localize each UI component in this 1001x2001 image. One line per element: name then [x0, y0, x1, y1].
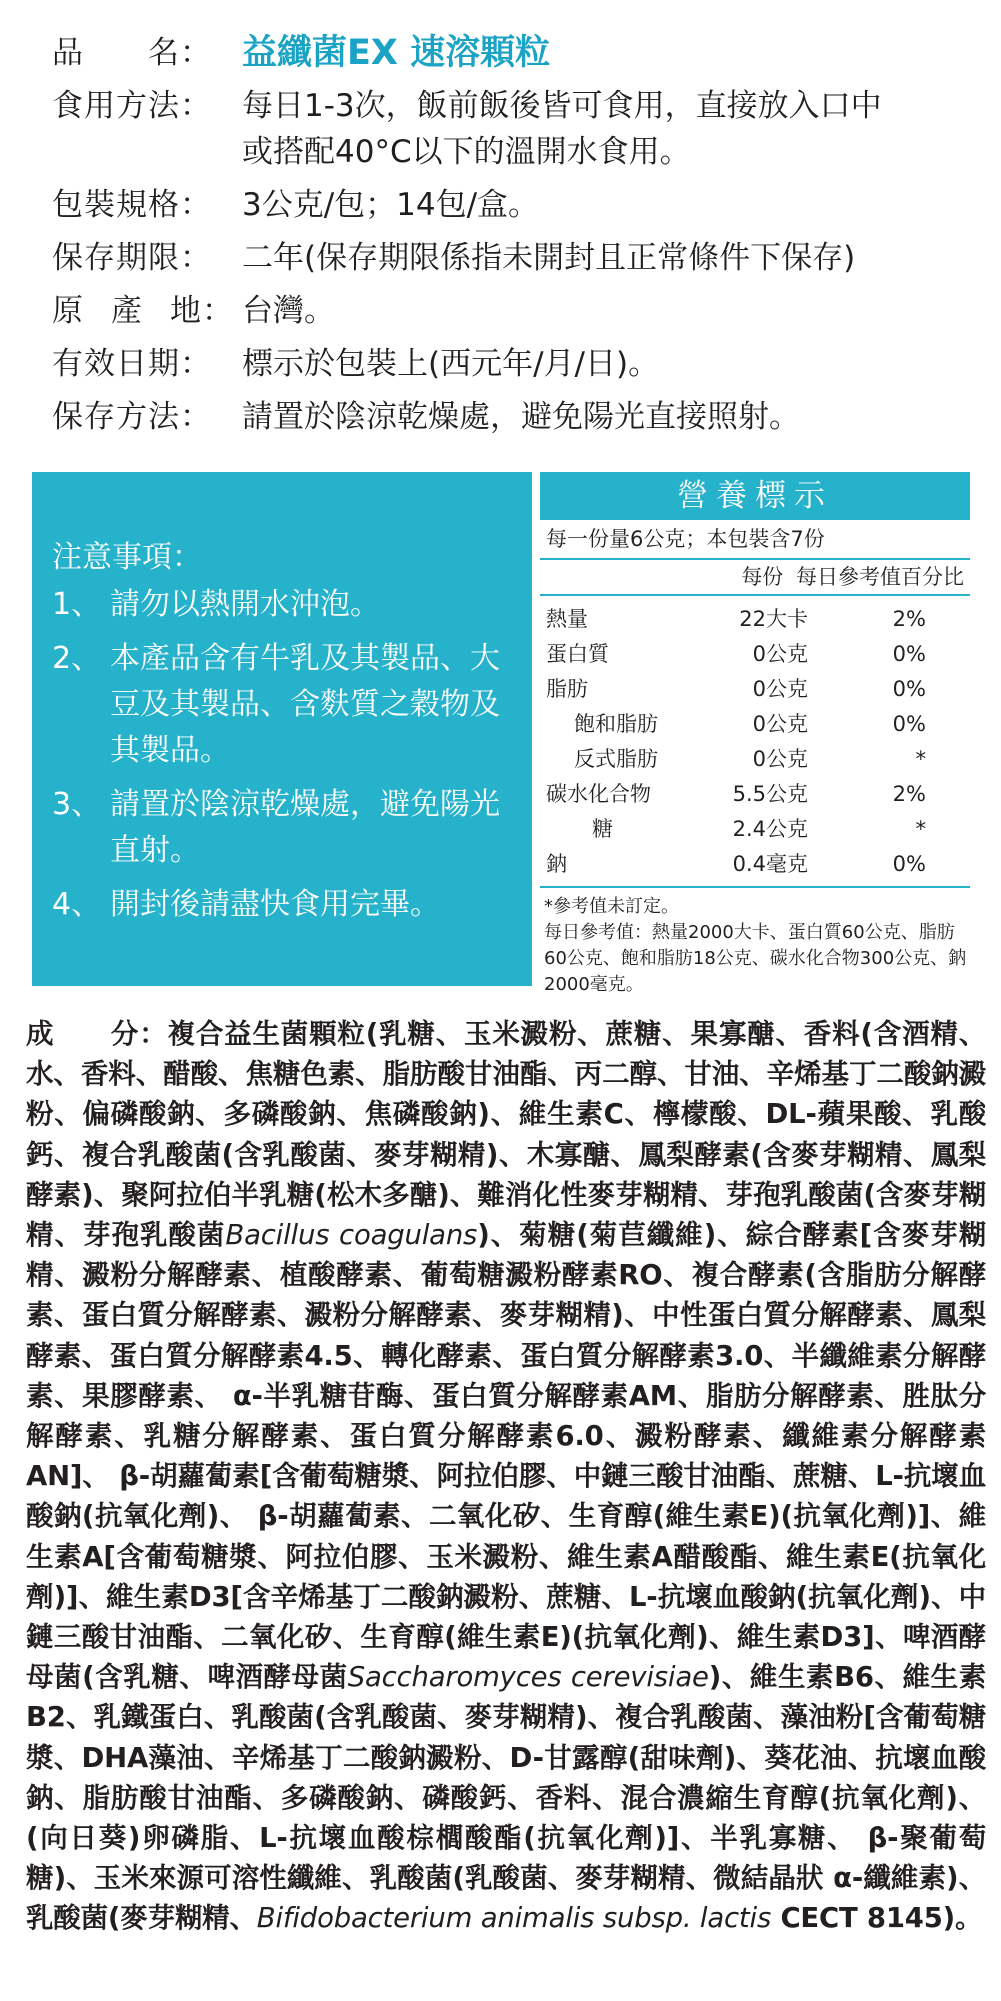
nutrient-name: 蛋白質	[546, 642, 609, 666]
expiry-label: 有效日期：	[52, 346, 212, 382]
notice-title: 注意事項：	[52, 540, 202, 575]
nutrient-amount: 0公克	[752, 712, 808, 736]
nutrient-amount: 5.5公克	[732, 782, 808, 806]
notice-item-text: 請勿以熱開水沖泡。	[110, 587, 380, 622]
nutrient-percent: 0%	[892, 852, 926, 876]
origin-label-colon: ：	[202, 293, 234, 329]
nutrient-amount: 0公克	[752, 747, 808, 771]
nutrient-amount: 0.4毫克	[732, 852, 808, 876]
ingredients-scientific-name: Bifidobacterium animalis subsp. lactis	[256, 1902, 772, 1935]
nutrient-name: 糖	[592, 817, 613, 841]
usage-label: 食用方法：	[52, 88, 212, 124]
nutrient-percent: 0%	[892, 642, 926, 666]
storage-value: 請置於陰涼乾燥處，避免陽光直接照射。	[242, 399, 800, 435]
notice-item-number: 4、	[52, 887, 102, 922]
notice-box	[32, 472, 532, 986]
notice-item-number: 2、	[52, 641, 102, 676]
product-info	[52, 30, 972, 447]
notice-item	[52, 882, 522, 928]
nutrition-row	[540, 777, 970, 812]
shelf-life-value: 二年(保存期限係指未開封且正常條件下保存)	[242, 240, 856, 276]
notice-item-text: 本產品含有牛乳及其製品、大豆及其製品、含麩質之穀物及其製品。	[110, 641, 500, 768]
nutrient-name: 脂肪	[546, 677, 588, 701]
usage-line-1: 每日1-3次，飯前飯後皆可食用，直接放入口中	[242, 88, 882, 124]
serving-size: 每一份量6公克；本包裝含7份	[540, 520, 970, 560]
ingredients-scientific-name: Saccharomyces cerevisiae	[347, 1661, 709, 1694]
ingredients-label: 成 分：	[26, 1018, 168, 1050]
notice-item-number: 3、	[52, 787, 102, 822]
nutrient-name: 飽和脂肪	[574, 712, 658, 736]
package-label: 包裝規格：	[52, 187, 212, 223]
notice-item-text: 開封後請盡快食用完畢。	[110, 887, 440, 922]
ingredients-scientific-name: Bacillus coagulans	[225, 1219, 478, 1252]
storage-row	[52, 394, 972, 440]
expiry-value: 標示於包裝上(西元年/月/日)。	[242, 346, 660, 382]
shelf-life-row	[52, 235, 972, 281]
nutrition-facts-table	[540, 472, 970, 998]
ingredients-paragraph	[26, 1014, 986, 1939]
origin-label	[52, 288, 242, 334]
nutrition-row	[540, 637, 970, 672]
nutrient-amount: 0公克	[752, 677, 808, 701]
nutrition-row	[540, 742, 970, 777]
origin-label-char: 原	[52, 293, 84, 329]
notice-item-number: 1、	[52, 587, 102, 622]
column-per-serving: 每份	[741, 565, 784, 589]
nutrition-row	[540, 707, 970, 742]
nutrition-row	[540, 602, 970, 637]
column-daily-value: 每日參考值百分比	[796, 565, 964, 589]
notice-item-text: 請置於陰涼乾燥處，避免陽光直射。	[110, 787, 500, 868]
nutrient-percent: *	[915, 817, 926, 841]
notice-item	[52, 582, 522, 628]
nutrient-name: 鈉	[546, 852, 567, 876]
ingredients-text: )、菊糖(菊苣纖維)、綜合酵素[含麥芽糊精、澱粉分解酵素、植酸酵素、葡萄糖澱粉酵素RO、複合酵素(含脂肪分解酵素、蛋白質分解酵素、澱粉分解酵素、麥芽糊精)、中性蛋白質分解酵素、鳳梨酵素、蛋白質分解酵素4.5、轉化酵素、蛋白質分解酵素3.0、半纖維素分解酵素、果膠酵素、 α-半乳糖苷酶、蛋白質分解酵素AM、脂肪分解酵素、胜肽分解酵素、乳糖分解酵素、蛋白質分解酵素6.0、澱粉酵素、纖維素分解酵素AN]、 β-胡蘿蔔素[含葡萄糖漿、阿拉伯膠、中鏈三酸甘油酯、蔗糖、L-抗壞血酸鈉(抗氧化劑)、 β-胡蘿蔔素、二氧化矽、生育醇(維生素E)(抗氧化劑)]、維生素A[含葡萄糖漿、阿拉伯膠、玉米澱粉、維生素A醋酸酯、維生素E(抗氧化劑)]、維生素D3[含辛烯基丁二酸鈉澱粉、蔗糖、L-抗壞血酸鈉(抗氧化劑)、中鏈三酸甘油酯、二氧化矽、生育醇(維生素E)(抗氧化劑)、維生素D3]、啤酒酵母菌(含乳糖、啤酒酵母菌	[26, 1219, 986, 1694]
ingredients-text: CECT 8145)。	[771, 1902, 983, 1935]
shelf-life-label: 保存期限：	[52, 240, 212, 276]
origin-row	[52, 288, 972, 334]
nutrient-amount: 2.4公克	[732, 817, 808, 841]
nutrition-title: 營養標示	[540, 472, 970, 520]
nutrient-name: 反式脂肪	[574, 747, 658, 771]
nutrition-row	[540, 847, 970, 882]
package-value: 3公克/包；14包/盒。	[242, 187, 540, 223]
nutrition-rows	[540, 596, 970, 888]
nutrient-percent: 2%	[892, 782, 926, 806]
nutrient-percent: 0%	[892, 712, 926, 736]
origin-label-char: 地	[170, 293, 202, 329]
package-row	[52, 182, 972, 228]
nutrition-row	[540, 812, 970, 847]
ingredients-text: 複合益生菌顆粒(乳糖、玉米澱粉、蔗糖、果寡醣、香料(含酒精、水、香料、醋酸、焦糖色素、脂肪酸甘油酯、丙二醇、甘油、辛烯基丁二酸鈉澱粉、偏磷酸鈉、多磷酸鈉、焦磷酸鈉)、維生素C、檸檬酸、DL-蘋果酸、乳酸鈣、複合乳酸菌(含乳酸菌、麥芽糊精)、木寡醣、鳳梨酵素(含麥芽糊精、鳳梨酵素)、聚阿拉伯半乳糖(松木多醣)、難消化性麥芽糊精、芽孢乳酸菌(含麥芽糊精、芽孢乳酸菌	[26, 1018, 987, 1252]
product-name-row	[52, 30, 972, 76]
nutrient-amount: 0公克	[752, 642, 808, 666]
storage-label: 保存方法：	[52, 399, 212, 435]
ingredients-text: )、維生素B6、維生素B2、乳鐵蛋白、乳酸菌(含乳酸菌、麥芽糊精)、複合乳酸菌、藻油粉[含葡萄糖漿、DHA藻油、辛烯基丁二酸鈉澱粉、D-甘露醇(甜味劑)、葵花油、抗壞血酸鈉、脂肪酸甘油酯、多磷酸鈉、磷酸鈣、香料、混合濃縮生育醇(抗氧化劑)、(向日葵)卵磷脂、L-抗壞血酸棕櫚酸酯(抗氧化劑)]、半乳寡糖、 β-聚葡萄糖)、玉米來源可溶性纖維、乳酸菌(乳酸菌、麥芽糊精、微結晶狀 α-纖維素)、乳酸菌(麥芽糊精、	[26, 1661, 987, 1935]
nutrition-row	[540, 672, 970, 707]
nutrient-amount: 22大卡	[739, 607, 808, 631]
notice-item	[52, 782, 522, 874]
notice-list	[52, 582, 522, 936]
product-name: 益纖菌EX 速溶顆粒	[242, 33, 551, 73]
nutrient-name: 碳水化合物	[546, 782, 651, 806]
nutrient-percent: 0%	[892, 677, 926, 701]
usage-value	[242, 83, 972, 175]
nutrient-name: 熱量	[546, 607, 588, 631]
nutrition-column-headers	[540, 560, 970, 596]
product-name-label: 品 名：	[52, 35, 212, 71]
notice-item	[52, 636, 522, 774]
usage-line-2: 或搭配40°C以下的溫開水食用。	[242, 134, 691, 170]
origin-label-char: 產	[111, 293, 143, 329]
nutrition-footnote	[540, 888, 970, 998]
nutrient-percent: *	[915, 747, 926, 771]
nutrient-percent: 2%	[892, 607, 926, 631]
origin-value: 台灣。	[242, 293, 335, 329]
footnote-not-set: *參考值未訂定。	[544, 896, 679, 917]
expiry-row	[52, 341, 972, 387]
usage-row	[52, 83, 972, 175]
footnote-daily-reference: 每日參考值：熱量2000大卡、蛋白質60公克、脂肪60公克、飽和脂肪18公克、碳水化合物300公克、鈉2000毫克。	[544, 922, 967, 995]
